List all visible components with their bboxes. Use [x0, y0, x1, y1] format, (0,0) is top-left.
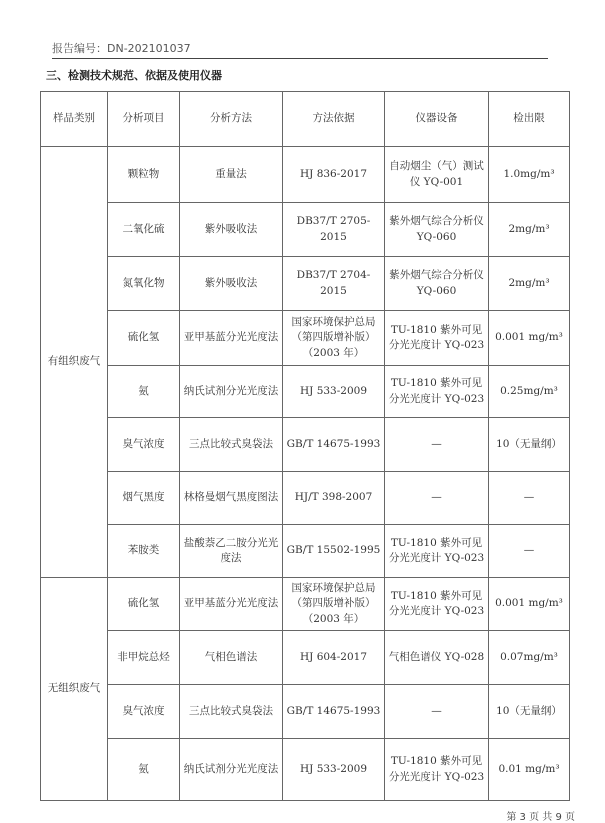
- limit-cell: —: [489, 472, 570, 525]
- instrument-cell: 自动烟尘（气）测试仪 YQ-001: [385, 147, 489, 203]
- item-cell: 非甲烷总烃: [108, 631, 180, 685]
- instrument-cell: TU-1810 紫外可见分光光度计 YQ-023: [385, 311, 489, 366]
- column-header: 方法依据: [283, 92, 385, 147]
- basis-cell: 国家环境保护总局（第四版增补版）（2003 年）: [283, 578, 385, 631]
- item-cell: 硫化氢: [108, 311, 180, 366]
- basis-cell: HJ/T 398-2007: [283, 472, 385, 525]
- table-row: [41, 257, 570, 311]
- limit-cell: 0.001 mg/m³: [489, 578, 570, 631]
- instrument-cell: —: [385, 472, 489, 525]
- method-cell: 紫外吸收法: [180, 257, 283, 311]
- method-cell: 紫外吸收法: [180, 203, 283, 257]
- table-row: [41, 311, 570, 366]
- basis-cell: HJ 533-2009: [283, 366, 385, 418]
- instrument-cell: 紫外烟气综合分析仪YQ-060: [385, 257, 489, 311]
- item-cell: 臭气浓度: [108, 685, 180, 739]
- limit-cell: —: [489, 525, 570, 578]
- table-header-row: [41, 92, 570, 147]
- table-row: [41, 685, 570, 739]
- table-row: [41, 739, 570, 801]
- basis-cell: GB/T 14675-1993: [283, 418, 385, 472]
- limit-cell: 10（无量纲）: [489, 418, 570, 472]
- item-cell: 颗粒物: [108, 147, 180, 203]
- instrument-cell: TU-1810 紫外可见分光光度计 YQ-023: [385, 578, 489, 631]
- basis-cell: HJ 533-2009: [283, 739, 385, 801]
- table-row: [41, 366, 570, 418]
- method-cell: 亚甲基蓝分光光度法: [180, 311, 283, 366]
- sample-category-cell: 有组织废气: [41, 147, 108, 578]
- table-row: [41, 203, 570, 257]
- method-cell: 亚甲基蓝分光光度法: [180, 578, 283, 631]
- item-cell: 烟气黑度: [108, 472, 180, 525]
- sample-category-cell: 无组织废气: [41, 578, 108, 801]
- column-header: 仪器设备: [385, 92, 489, 147]
- item-cell: 氨: [108, 366, 180, 418]
- limit-cell: 1.0mg/m³: [489, 147, 570, 203]
- limit-cell: 10（无量纲）: [489, 685, 570, 739]
- basis-cell: HJ 836-2017: [283, 147, 385, 203]
- instrument-cell: TU-1810 紫外可见分光光度计 YQ-023: [385, 366, 489, 418]
- basis-cell: 国家环境保护总局（第四版增补版）（2003 年）: [283, 311, 385, 366]
- basis-cell: DB37/T 2705-2015: [283, 203, 385, 257]
- instrument-cell: 气相色谱仪 YQ-028: [385, 631, 489, 685]
- instrument-cell: —: [385, 418, 489, 472]
- basis-cell: DB37/T 2704-2015: [283, 257, 385, 311]
- section-title: 三、检测技术规范、依据及使用仪器: [46, 69, 222, 82]
- table-row: [41, 631, 570, 685]
- column-header: 分析项目: [108, 92, 180, 147]
- item-cell: 臭气浓度: [108, 418, 180, 472]
- item-cell: 氮氧化物: [108, 257, 180, 311]
- limit-cell: 0.25mg/m³: [489, 366, 570, 418]
- method-cell: 三点比较式臭袋法: [180, 418, 283, 472]
- instrument-cell: 紫外烟气综合分析仪YQ-060: [385, 203, 489, 257]
- limit-cell: 2mg/m³: [489, 203, 570, 257]
- table-row: [41, 147, 570, 203]
- instrument-cell: TU-1810 紫外可见分光光度计 YQ-023: [385, 739, 489, 801]
- instrument-cell: TU-1810 紫外可见分光光度计 YQ-023: [385, 525, 489, 578]
- instrument-cell: —: [385, 685, 489, 739]
- item-cell: 硫化氢: [108, 578, 180, 631]
- limit-cell: 0.001 mg/m³: [489, 311, 570, 366]
- table-row: [41, 578, 570, 631]
- limit-cell: 0.01 mg/m³: [489, 739, 570, 801]
- item-cell: 二氧化硫: [108, 203, 180, 257]
- basis-cell: GB/T 15502-1995: [283, 525, 385, 578]
- limit-cell: 2mg/m³: [489, 257, 570, 311]
- method-cell: 重量法: [180, 147, 283, 203]
- method-cell: 三点比较式臭袋法: [180, 685, 283, 739]
- method-cell: 纳氏试剂分光光度法: [180, 366, 283, 418]
- table-row: [41, 418, 570, 472]
- table-row: [41, 472, 570, 525]
- page-number: 第 3 页 共 9 页: [506, 812, 575, 823]
- basis-cell: GB/T 14675-1993: [283, 685, 385, 739]
- column-header: 检出限: [489, 92, 570, 147]
- method-cell: 盐酸萘乙二胺分光光度法: [180, 525, 283, 578]
- method-cell: 纳氏试剂分光光度法: [180, 739, 283, 801]
- basis-cell: HJ 604-2017: [283, 631, 385, 685]
- column-header: 样品类别: [41, 92, 108, 147]
- report-number: 报告编号：DN-202101037: [52, 40, 548, 59]
- method-cell: 气相色谱法: [180, 631, 283, 685]
- item-cell: 氨: [108, 739, 180, 801]
- table-row: [41, 525, 570, 578]
- spec-table: [40, 91, 570, 801]
- item-cell: 苯胺类: [108, 525, 180, 578]
- method-cell: 林格曼烟气黑度图法: [180, 472, 283, 525]
- limit-cell: 0.07mg/m³: [489, 631, 570, 685]
- column-header: 分析方法: [180, 92, 283, 147]
